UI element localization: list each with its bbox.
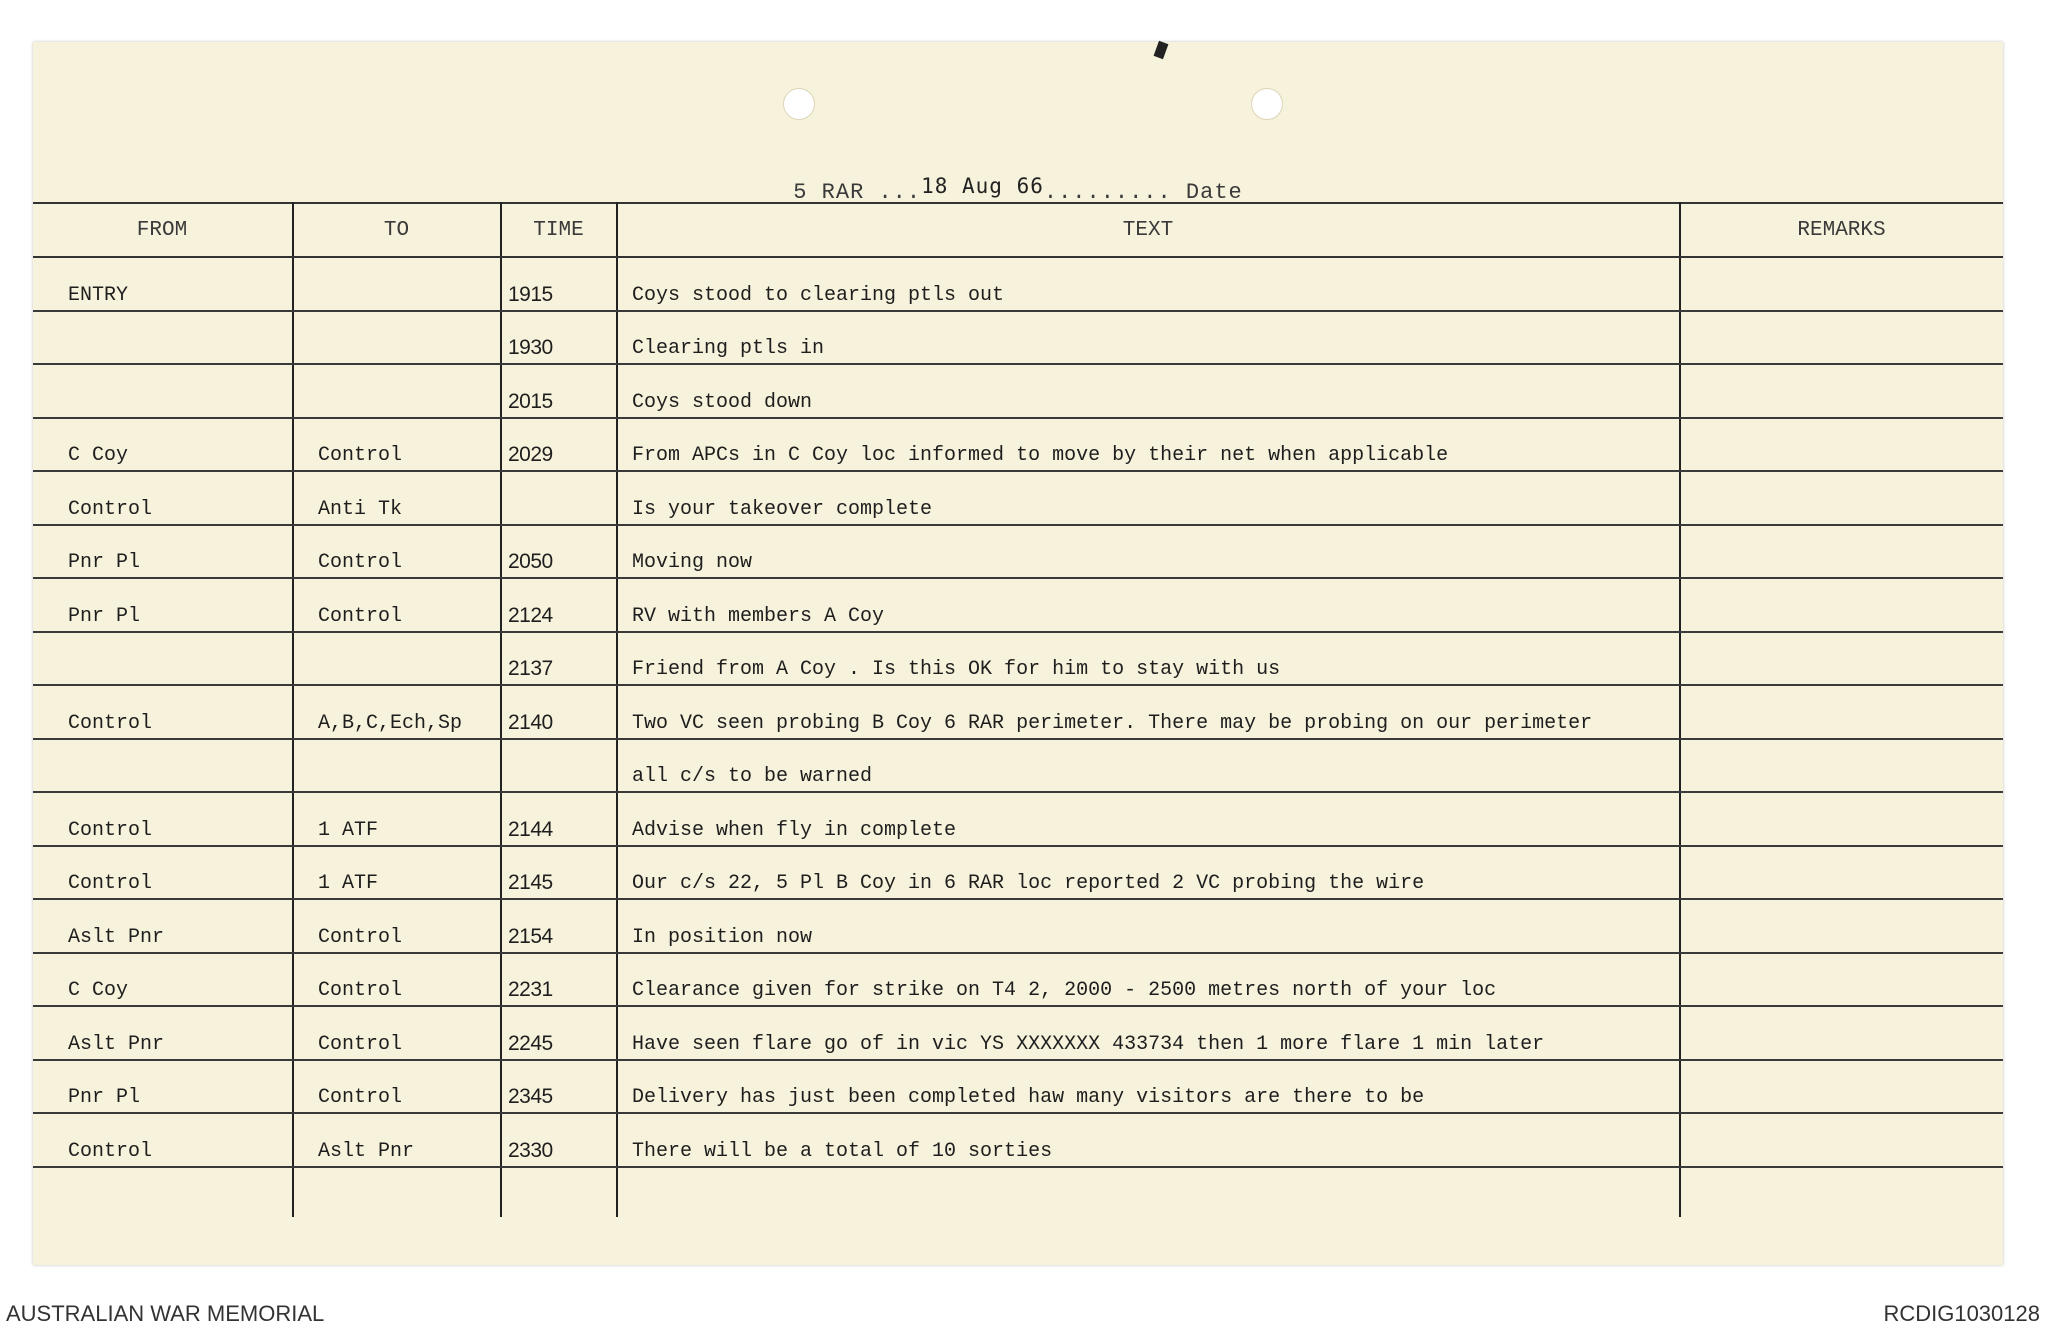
- column-header-remarks: REMARKS: [1680, 203, 2003, 257]
- cell-from: C Coy: [33, 418, 293, 472]
- cell-remarks: [1680, 1060, 2003, 1114]
- date-label: Date: [1185, 180, 1243, 205]
- column-header-to: TO: [293, 203, 501, 257]
- cell-from: [33, 739, 293, 793]
- cell-from: [33, 632, 293, 686]
- cell-text: Clearance given for strike on T4 2, 2000 - 2500 metres north of your loc: [617, 953, 1680, 1007]
- cell-to: [293, 632, 501, 686]
- cell-text: Delivery has just been completed haw many visitors are there to be: [617, 1060, 1680, 1114]
- table-row: [33, 525, 2003, 579]
- cell-time: [501, 739, 617, 793]
- cell-to: Control: [293, 1006, 501, 1060]
- cell-from: Control: [33, 792, 293, 846]
- cell-text: Coys stood to clearing ptls out: [617, 257, 1680, 311]
- cell-remarks: [1680, 525, 2003, 579]
- column-header-time: TIME: [501, 203, 617, 257]
- cell-empty: [293, 1167, 501, 1217]
- table-row: [33, 311, 2003, 365]
- cell-empty: [33, 1167, 293, 1217]
- table-row: [33, 846, 2003, 900]
- ink-blot: [1154, 41, 1169, 59]
- cell-text: Advise when fly in complete: [617, 792, 1680, 846]
- cell-remarks: [1680, 311, 2003, 365]
- table-row: [33, 418, 2003, 472]
- cell-time: 2124: [501, 578, 617, 632]
- table-row: [33, 364, 2003, 418]
- cell-from: Control: [33, 1113, 293, 1167]
- cell-remarks: [1680, 632, 2003, 686]
- cell-time: 2144: [501, 792, 617, 846]
- cell-text: Is your takeover complete: [617, 471, 1680, 525]
- cell-time: [501, 471, 617, 525]
- cell-remarks: [1680, 899, 2003, 953]
- unit-label: 5 RAR: [793, 180, 865, 205]
- cell-empty: [1680, 1167, 2003, 1217]
- cell-from: Control: [33, 471, 293, 525]
- cell-remarks: [1680, 364, 2003, 418]
- cell-time: 2330: [501, 1113, 617, 1167]
- cell-time: 2231: [501, 953, 617, 1007]
- cell-text: all c/s to be warned: [617, 739, 1680, 793]
- cell-text: Coys stood down: [617, 364, 1680, 418]
- cell-text: RV with members A Coy: [617, 578, 1680, 632]
- dot-leader: ...: [878, 180, 922, 205]
- cell-text: In position now: [617, 899, 1680, 953]
- cell-from: Control: [33, 685, 293, 739]
- cell-to: A,B,C,Ech,Sp: [293, 685, 501, 739]
- cell-to: 1 ATF: [293, 792, 501, 846]
- signal-log-table: [33, 202, 2003, 1217]
- cell-remarks: [1680, 418, 2003, 472]
- table-row: [33, 632, 2003, 686]
- cell-to: Control: [293, 1060, 501, 1114]
- archive-reference: RCDIG1030128: [1883, 1301, 2040, 1326]
- cell-to: Control: [293, 899, 501, 953]
- cell-from: ENTRY: [33, 257, 293, 311]
- cell-empty: [501, 1167, 617, 1217]
- cell-to: Control: [293, 578, 501, 632]
- cell-time: 2245: [501, 1006, 617, 1060]
- cell-to: 1 ATF: [293, 846, 501, 900]
- cell-to: Anti Tk: [293, 471, 501, 525]
- cell-remarks: [1680, 578, 2003, 632]
- table-row: [33, 1113, 2003, 1167]
- cell-text: From APCs in C Coy loc informed to move by their net when applicable: [617, 418, 1680, 472]
- cell-to: Aslt Pnr: [293, 1113, 501, 1167]
- cell-time: 2029: [501, 418, 617, 472]
- punch-hole-right: [1251, 88, 1283, 120]
- table-body: [33, 257, 2003, 1217]
- table-row: [33, 1006, 2003, 1060]
- table-row: [33, 578, 2003, 632]
- cell-time: 2137: [501, 632, 617, 686]
- table-row: [33, 792, 2003, 846]
- cell-remarks: [1680, 1006, 2003, 1060]
- cell-time: 2050: [501, 525, 617, 579]
- cell-to: Control: [293, 953, 501, 1007]
- blank-row: [33, 1167, 2003, 1217]
- cell-to: [293, 739, 501, 793]
- handwritten-date: 18 Aug 66: [921, 174, 1044, 198]
- cell-remarks: [1680, 739, 2003, 793]
- cell-text: Our c/s 22, 5 Pl B Coy in 6 RAR loc reported 2 VC probing the wire: [617, 846, 1680, 900]
- table-row: [33, 953, 2003, 1007]
- cell-from: Pnr Pl: [33, 578, 293, 632]
- cell-from: Pnr Pl: [33, 525, 293, 579]
- cell-empty: [617, 1167, 1680, 1217]
- cell-remarks: [1680, 846, 2003, 900]
- cell-remarks: [1680, 1113, 2003, 1167]
- cell-time: 1930: [501, 311, 617, 365]
- cell-from: Aslt Pnr: [33, 1006, 293, 1060]
- cell-remarks: [1680, 257, 2003, 311]
- cell-from: Control: [33, 846, 293, 900]
- cell-time: 2345: [501, 1060, 617, 1114]
- dot-leader: .........: [1043, 180, 1186, 205]
- table-row: [33, 739, 2003, 793]
- cell-remarks: [1680, 471, 2003, 525]
- cell-remarks: [1680, 685, 2003, 739]
- cell-text: Clearing ptls in: [617, 311, 1680, 365]
- table-row: [33, 471, 2003, 525]
- cell-text: Moving now: [617, 525, 1680, 579]
- table-header-row: [33, 203, 2003, 257]
- cell-time: 2140: [501, 685, 617, 739]
- cell-text: Friend from A Coy . Is this OK for him to stay with us: [617, 632, 1680, 686]
- cell-to: [293, 364, 501, 418]
- cell-time: 2015: [501, 364, 617, 418]
- log-sheet: [33, 42, 2003, 1265]
- archive-credit: AUSTRALIAN WAR MEMORIAL: [6, 1301, 325, 1326]
- cell-time: 2154: [501, 899, 617, 953]
- cell-time: 1915: [501, 257, 617, 311]
- cell-from: [33, 311, 293, 365]
- cell-remarks: [1680, 792, 2003, 846]
- cell-to: [293, 257, 501, 311]
- cell-time: 2145: [501, 846, 617, 900]
- cell-remarks: [1680, 953, 2003, 1007]
- cell-text: Have seen flare go of in vic YS XXXXXXX 433734 then 1 more flare 1 min later: [617, 1006, 1680, 1060]
- column-header-text: TEXT: [617, 203, 1680, 257]
- cell-from: Pnr Pl: [33, 1060, 293, 1114]
- punch-hole-left: [783, 88, 815, 120]
- cell-text: Two VC seen probing B Coy 6 RAR perimeter. There may be probing on our perimeter: [617, 685, 1680, 739]
- cell-from: C Coy: [33, 953, 293, 1007]
- cell-to: [293, 311, 501, 365]
- column-header-from: FROM: [33, 203, 293, 257]
- cell-text: There will be a total of 10 sorties: [617, 1113, 1680, 1167]
- cell-from: Aslt Pnr: [33, 899, 293, 953]
- table-row: [33, 899, 2003, 953]
- table-row: [33, 257, 2003, 311]
- cell-to: Control: [293, 525, 501, 579]
- cell-to: Control: [293, 418, 501, 472]
- cell-from: [33, 364, 293, 418]
- table-row: [33, 1060, 2003, 1114]
- table-row: [33, 685, 2003, 739]
